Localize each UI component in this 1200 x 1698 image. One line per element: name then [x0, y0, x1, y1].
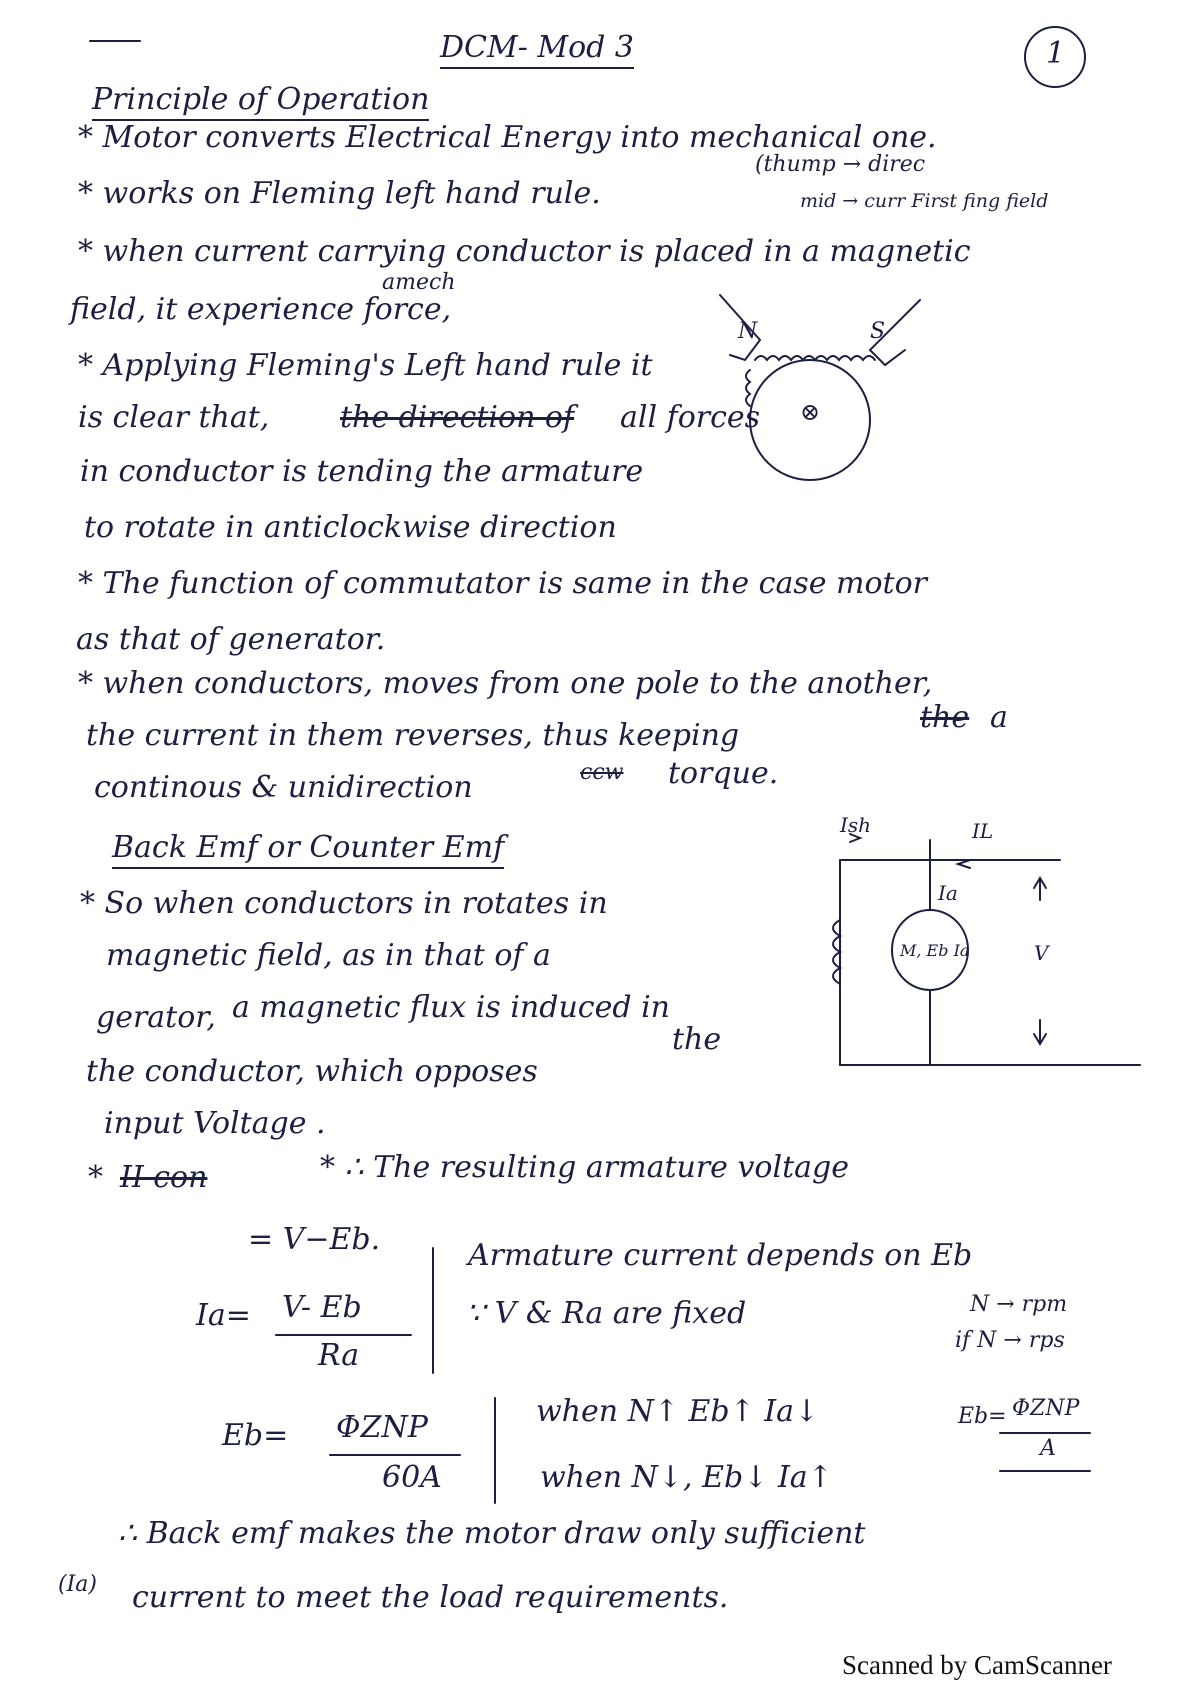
line-function-commutator: * The function of commutator is same in the case motor	[78, 566, 927, 601]
line-torque: torque.	[668, 756, 779, 791]
line-so-when: * So when conductors in rotates in	[80, 886, 608, 921]
line-gerator: gerator,	[96, 1000, 216, 1035]
line-v-minus-eb: = V−Eb.	[248, 1222, 381, 1257]
eq-eb-alt-underline	[1000, 1468, 1100, 1474]
line-applying-fleming: * Applying Fleming's Left hand rule it	[78, 348, 653, 383]
line-the: the	[672, 1022, 722, 1057]
eq-when-n-up: when N↑ Eb↑ Ia↓	[536, 1394, 820, 1429]
eq-eb-alt-lhs: Eb=	[958, 1404, 1007, 1429]
eq-ia-numerator: V- Eb	[282, 1290, 362, 1325]
eq-ia-denominator: Ra	[318, 1338, 360, 1373]
page-title: DCM- Mod 3	[440, 30, 634, 69]
top-dash	[90, 36, 150, 46]
line-input-voltage: input Voltage .	[104, 1106, 326, 1141]
v-label: V	[1034, 941, 1049, 965]
line-magnetic-field: magnetic field, as in that of a	[106, 938, 551, 973]
eq-n-rpm: N → rpm	[970, 1292, 1068, 1317]
struck-the-direction: the direction of	[340, 400, 575, 435]
pole-n-label: N	[738, 319, 758, 344]
camscanner-footer: Scanned by CamScanner	[842, 1650, 1112, 1680]
eq-ia-divider	[430, 1248, 436, 1378]
conductor-symbol: ⊗	[800, 398, 821, 426]
shunt-coil	[833, 920, 840, 984]
eq-eb-alt-denominator: A	[1040, 1436, 1056, 1461]
eq-armature-depends: Armature current depends on Eb	[468, 1238, 973, 1273]
line-fleming: * works on Fleming left hand rule.	[78, 176, 601, 211]
il-arrow	[958, 860, 970, 868]
eq-when-n-down: when N↓, Eb↓ Ia↑	[540, 1460, 833, 1495]
eq-eb-lhs: Eb=	[222, 1418, 289, 1453]
section-heading-principle: Principle of Operation	[92, 82, 429, 121]
struck-ii-con: II con	[120, 1160, 208, 1195]
pole-s-label: S	[870, 319, 886, 344]
line-the-conductor: the conductor, which opposes	[86, 1054, 538, 1089]
conclusion-line1: ∴ Back emf makes the motor draw only sufficient	[118, 1516, 866, 1551]
line-to-rotate: to rotate in anticlockwise direction	[84, 510, 617, 545]
line-resulting-armature: * ∴ The resulting armature voltage	[320, 1150, 849, 1185]
line-as-generator: as that of generator.	[76, 622, 386, 657]
line-flux-induced: a magnetic flux is induced in	[232, 990, 670, 1025]
il-label: IL	[972, 819, 994, 843]
struck-the: the	[920, 700, 970, 735]
eq-n-rps: if N → rps	[955, 1328, 1065, 1353]
bullet-marker: *	[88, 1160, 103, 1195]
page-number: 1	[1046, 36, 1066, 71]
line-continous: continous & unidirection	[94, 770, 473, 805]
line-when-conductors: * when conductors, moves from one pole to the another,	[78, 666, 933, 701]
ia-label: Ia	[938, 881, 958, 905]
eq-eb-alt-numerator: ΦZNP	[1012, 1396, 1080, 1421]
line-experience-force: field, it experience force,	[70, 292, 452, 327]
section-heading-back-emf: Back Emf or Counter Emf	[112, 830, 504, 869]
eq-eb-denominator: 60A	[382, 1460, 442, 1495]
annotation-amech: amech	[382, 270, 456, 295]
conclusion-line2: current to meet the load requirements.	[132, 1580, 729, 1615]
conclusion-margin-ia: (Ia)	[58, 1572, 97, 1597]
field-coils-left	[746, 370, 750, 406]
annotation-thumb: (thump → direc	[755, 152, 926, 177]
line-all-forces: all forces	[620, 400, 761, 435]
line-current-carrying: * when current carrying conductor is placed in a magnetic	[78, 234, 971, 269]
dc-motor-circuit	[790, 813, 1170, 1090]
line-a: a	[990, 700, 1008, 735]
eq-ia-lhs: Ia=	[196, 1298, 251, 1333]
ish-label: Ish	[840, 813, 872, 837]
line-in-conductor: in conductor is tending the armature	[80, 454, 644, 489]
eq-eb-divider	[492, 1398, 498, 1508]
motor-field-diagram	[720, 280, 950, 510]
annotation-first-finger: mid → curr First fing field	[800, 190, 1049, 212]
line-current-reverses: the current in them reverses, thus keeping	[86, 718, 740, 753]
motor-label: M, Eb Ia	[900, 941, 970, 960]
eq-v-ra-fixed: ∵ V & Ra are fixed	[466, 1296, 747, 1331]
struck-ccw: ccw	[580, 760, 624, 785]
line-motor-converts: * Motor converts Electrical Energy into mechanical one.	[78, 120, 937, 155]
line-is-clear: is clear that,	[78, 400, 270, 435]
field-coils	[755, 356, 875, 360]
eq-eb-fraction-bar	[330, 1452, 470, 1458]
eq-eb-numerator: ΦZNP	[336, 1410, 428, 1445]
